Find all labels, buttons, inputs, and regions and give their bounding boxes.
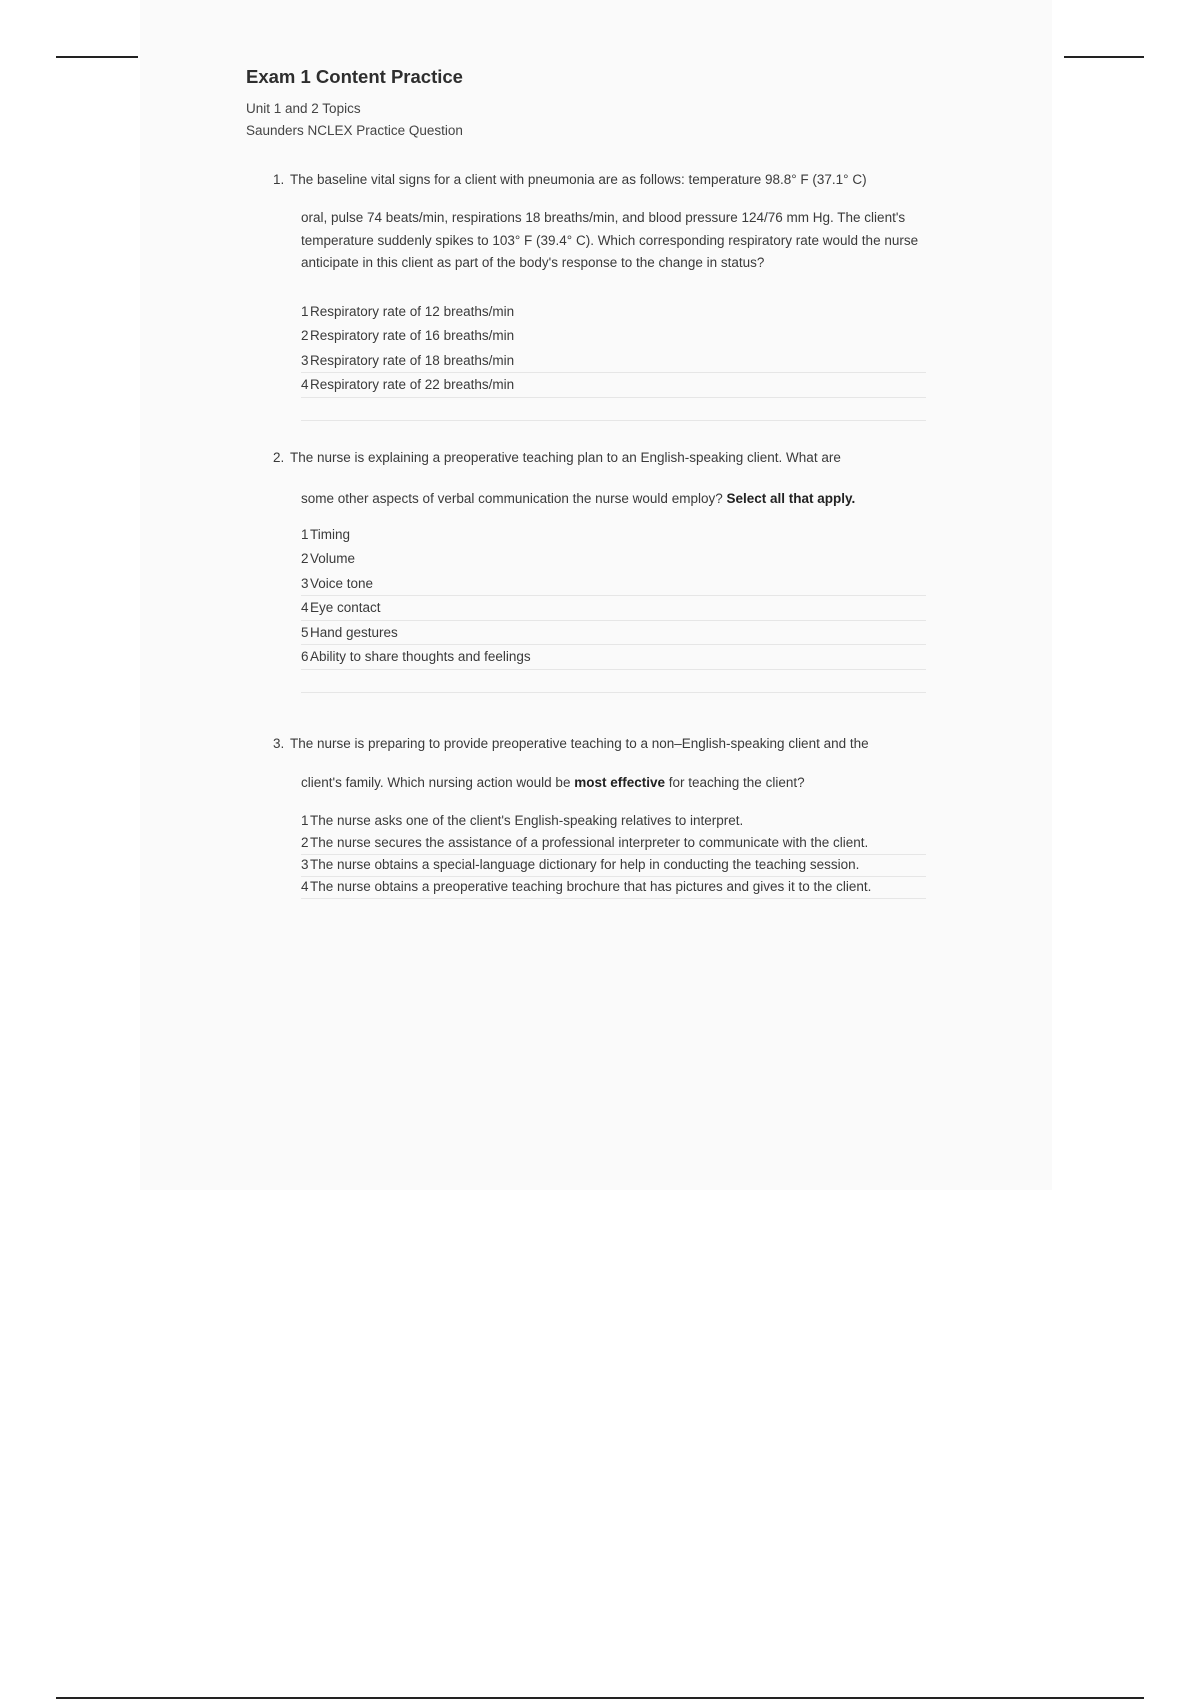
emphasis-text: most effective bbox=[574, 775, 665, 790]
question-text: some other aspects of verbal communication the nurse would employ? Select all that apply. bbox=[301, 491, 856, 506]
answer-option[interactable]: 1 Respiratory rate of 12 breaths/min bbox=[301, 303, 515, 319]
answer-option[interactable]: 5 Hand gestures bbox=[301, 621, 926, 646]
emphasis-text: Select all that apply. bbox=[726, 491, 856, 506]
answer-option[interactable]: 3 Respiratory rate of 18 breaths/min bbox=[301, 349, 926, 374]
option-divider bbox=[301, 398, 926, 421]
answer-options bbox=[301, 523, 926, 693]
top-left-rule bbox=[56, 56, 138, 58]
question-1 bbox=[246, 170, 946, 421]
answer-option[interactable]: 6 Ability to share thoughts and feelings bbox=[301, 645, 926, 670]
answer-option[interactable]: 1 Timing bbox=[301, 526, 351, 542]
answer-option[interactable]: 3 Voice tone bbox=[301, 572, 926, 597]
answer-option[interactable]: 2 Volume bbox=[301, 551, 356, 566]
document-title: Exam 1 Content Practice bbox=[246, 66, 463, 87]
answer-option[interactable]: 4 The nurse obtains a preoperative teaching brochure that has pictures and gives it to the client. bbox=[301, 877, 926, 899]
document-body bbox=[246, 66, 946, 894]
subtitle-line: Saunders NCLEX Practice Question bbox=[246, 123, 463, 138]
answer-option[interactable]: 2 The nurse secures the assistance of a professional interpreter to communicate with the client. bbox=[301, 833, 926, 855]
question-first-line: The nurse is preparing to provide preoperative teaching to a non–English-speaking client and the bbox=[290, 736, 869, 751]
subtitle-line: Unit 1 and 2 Topics bbox=[246, 101, 361, 116]
answer-option[interactable]: 4 Respiratory rate of 22 breaths/min bbox=[301, 373, 926, 398]
question-3 bbox=[246, 734, 946, 899]
question-text: oral, pulse 74 beats/min, respirations 18 breaths/min, and blood pressure 124/76 mm Hg. The client's temperature suddenly spikes to 103° F (39.4° C). Which corresponding respiratory rate would the nurse anticipate in this client as part of the body's response to the change in status? bbox=[301, 210, 919, 270]
question-first-line: The nurse is explaining a preoperative teaching plan to an English-speaking client. What are bbox=[290, 450, 841, 465]
question-2 bbox=[246, 448, 946, 693]
answer-option[interactable]: 1 The nurse asks one of the client's English-speaking relatives to interpret. bbox=[301, 812, 744, 828]
answer-option[interactable]: 4 Eye contact bbox=[301, 596, 926, 621]
answer-option[interactable]: 3 The nurse obtains a special-language dictionary for help in conducting the teaching session. bbox=[301, 855, 926, 877]
question-number: 2. bbox=[273, 450, 285, 465]
question-first-line: The baseline vital signs for a client with pneumonia are as follows: temperature 98.8° F (37.1° C) bbox=[290, 172, 867, 187]
question-number: 3. bbox=[273, 736, 285, 751]
option-divider bbox=[301, 670, 926, 693]
answer-options bbox=[301, 300, 926, 421]
bottom-rule bbox=[56, 1697, 1144, 1699]
question-number: 1. bbox=[273, 172, 285, 187]
question-text: client's family. Which nursing action would be most effective for teaching the client? bbox=[301, 775, 805, 790]
top-right-rule bbox=[1064, 56, 1144, 58]
answer-options bbox=[301, 811, 926, 899]
answer-option[interactable]: 2 Respiratory rate of 16 breaths/min bbox=[301, 328, 515, 343]
